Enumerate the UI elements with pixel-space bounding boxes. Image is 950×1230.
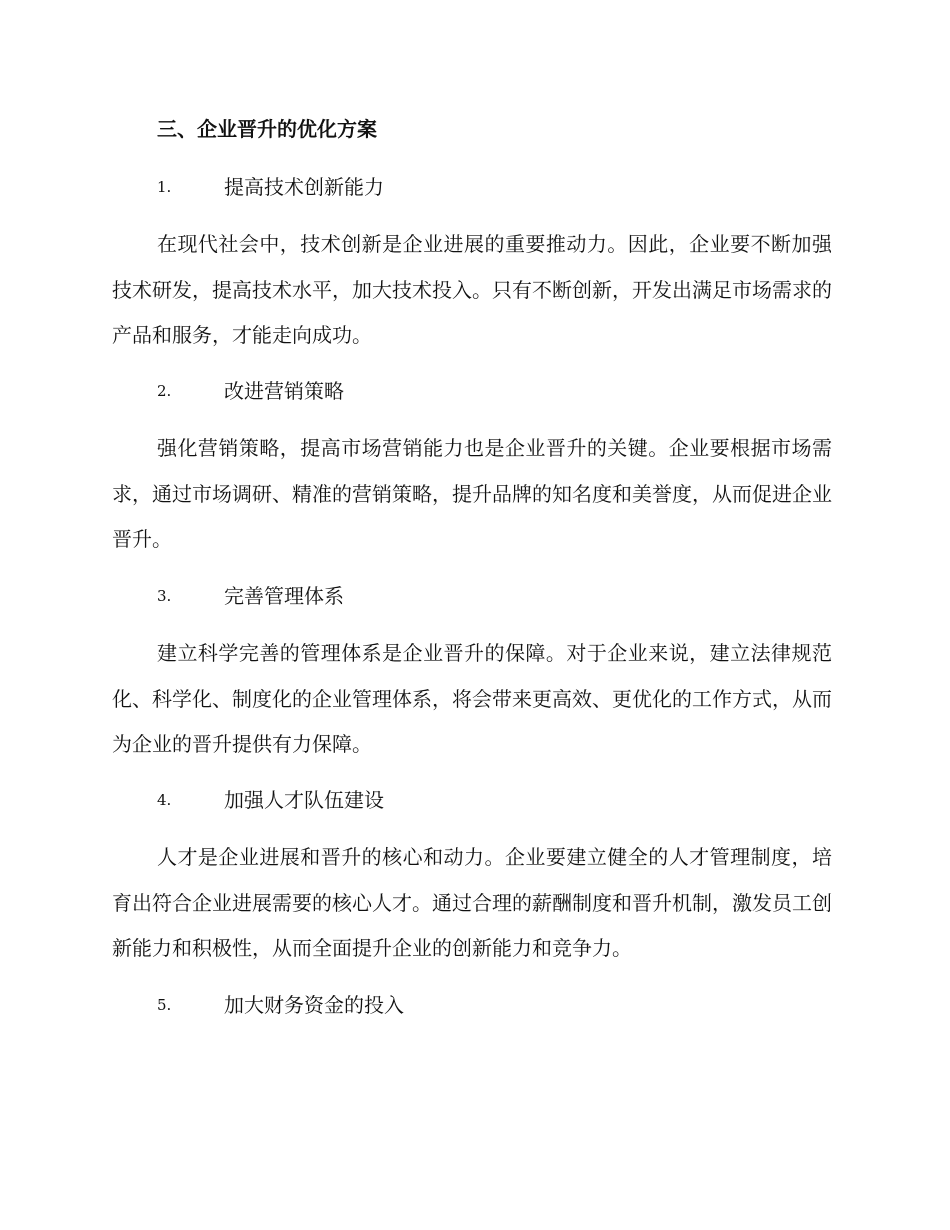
item-number: 4. [157,791,172,809]
item-title: 加强人才队伍建设 [224,788,384,812]
item-title: 改进营销策略 [224,379,344,403]
paragraph: 在现代社会中，技术创新是企业进展的重要推动力。因此，企业要不断加强技术研发，提高技术水平，加大技术投入。只有不断创新，开发出满足市场需求的产品和服务，才能走向成功。 [112,232,832,347]
item-number: 5. [157,996,172,1014]
paragraph: 建立科学完善的管理体系是企业晋升的保障。对于企业来说，建立法律规范化、科学化、制度化的企业管理体系，将会带来更高效、更优化的工作方式，从而为企业的晋升提供有力保障。 [112,641,832,756]
paragraph: 强化营销策略，提高市场营销能力也是企业晋升的关键。企业要根据市场需求，通过市场调研、精准的营销策略，提升品牌的知名度和美誉度，从而促进企业晋升。 [112,436,832,551]
item-title: 提高技术创新能力 [224,175,384,199]
item-number: 2. [157,382,172,400]
paragraph: 人才是企业进展和晋升的核心和动力。企业要建立健全的人才管理制度，培育出符合企业进展需要的核心人才。通过合理的薪酬制度和晋升机制，激发员工创新能力和积极性，从而全面提升企业的创新能力和竞争力。 [112,845,832,960]
item-title: 完善管理体系 [224,584,344,608]
item-title: 加大财务资金的投入 [224,993,404,1017]
item-number: 1. [157,178,172,196]
item-number: 3. [157,587,172,605]
section-heading: 三、企业晋升的优化方案 [157,117,377,141]
